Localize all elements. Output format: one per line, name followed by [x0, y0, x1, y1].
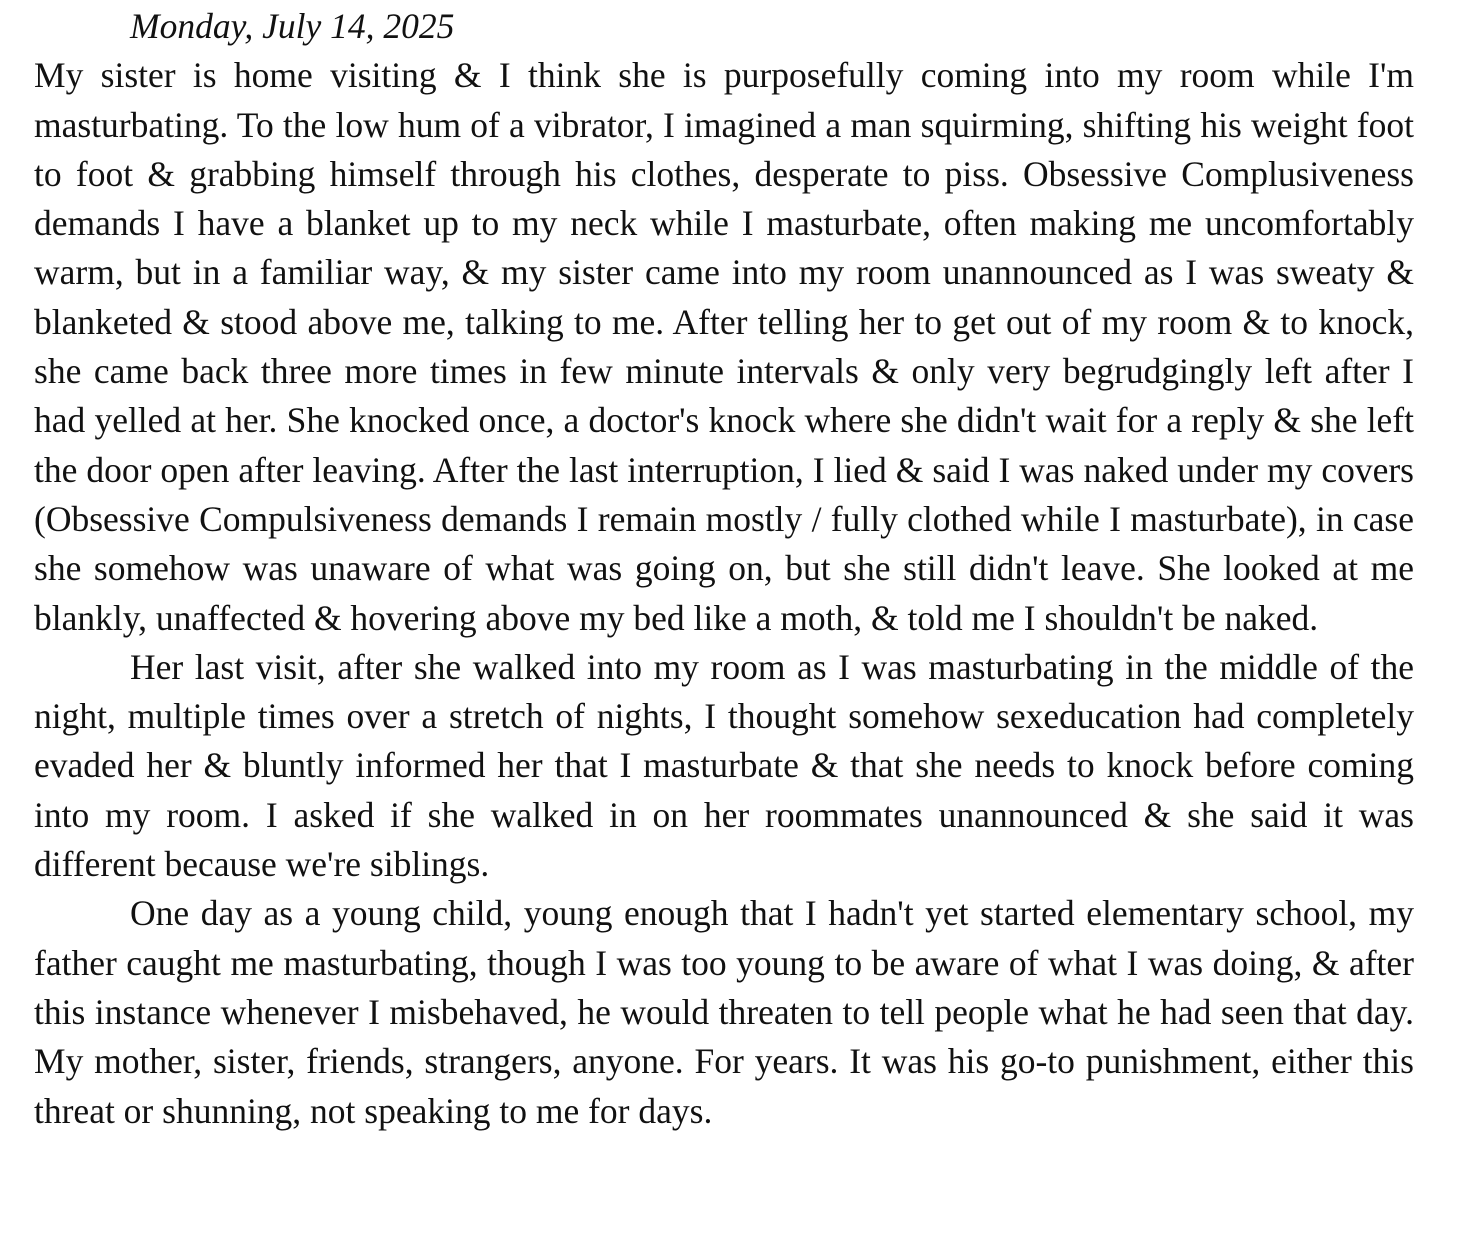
paragraph-1: My sister is home visiting & I think she is purposefully coming into my room while I'm masturbating. To the low hum of a vibrator, I imagined a man squirming, shifting his weight foot to foot & grabbing himself through his clothes, desperate to piss. Obsessive Complusiveness demands I have a blanket up to my neck while I masturbate, often making me uncomfortably warm, but in a familiar way, & my sister came into my room unannounced as I was sweaty & blanketed & stood above me, talking to me. After telling her to get out of my room & to knock, she came back three more times in few minute intervals & only very begrudgingly left after I had yelled at her. She knocked once, a doctor's knock where she didn't wait for a reply & she left the door open after leaving. After the last interruption, I lied & said I was naked under my covers (Obsessive Compulsiveness demands I remain mostly / fully clothed while I masturbate), in case she somehow was unaware of what was going on, but she still didn't leave. She looked at me blankly, unaffected & hovering above my bed like a moth, & told me I shouldn't be naked. — [34, 55, 1414, 638]
paragraph-3: One day as a young child, young enough that I hadn't yet started elementary school, my father caught me masturbating, though I was too young to be aware of what I was doing, & after this instance whenever I misbehaved, he would threaten to tell people what he had seen that day. My mother, sister, friends, strangers, anyone. For years. It was his go-to punishment, either this threat or shunning, not speaking to me for days. — [34, 893, 1414, 1131]
document-page — [34, 2, 1414, 1136]
entry-date: Monday, July 14, 2025 — [130, 6, 455, 46]
paragraph-2: Her last visit, after she walked into my room as I was masturbating in the middle of the night, multiple times over a stretch of nights, I thought somehow sexeducation had completely evaded her & bluntly informed her that I masturbate & that she needs to knock before coming into my room. I asked if she walked in on her roommates unannounced & she said it was different because we're siblings. — [34, 646, 1414, 885]
